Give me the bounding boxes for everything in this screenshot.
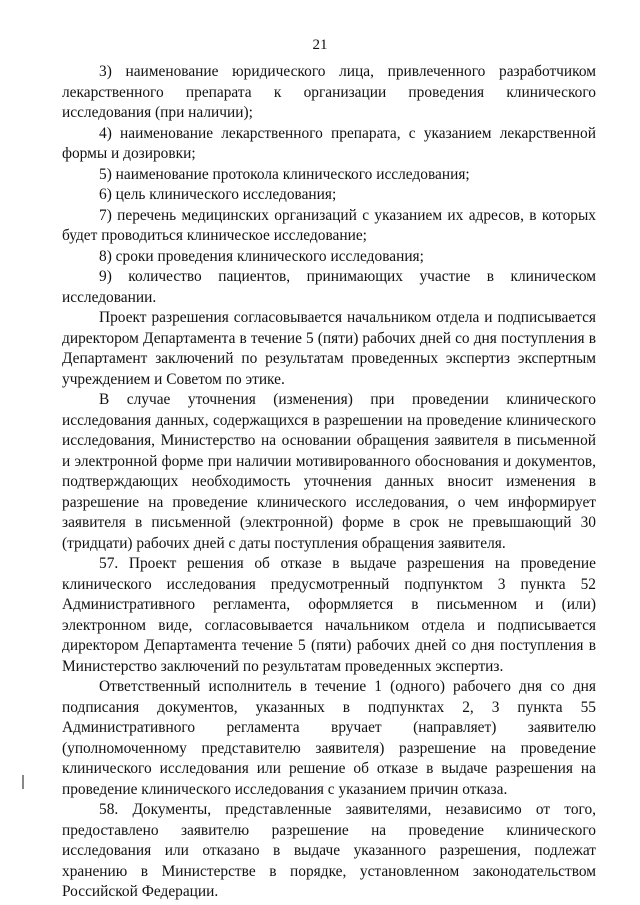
paragraph-item-7: 7) перечень медицинских организаций с указанием их адресов, в которых будет проводиться клиническое исследование; <box>62 206 596 244</box>
paragraph-item-6: 6) цель клинического исследования; <box>99 186 337 203</box>
paragraph-executor-delivery: Ответственный исполнитель в течение 1 (одного) рабочего дня со дня подписания документов, указанных в подпунктах 2, 3 пункта 55 Административного регламента вручает (направляет) заявителю (уполномоченному представителю заявителя) разрешение на проведение клинического исследования или решение об отказе в выдаче разрешения на проведение клинического исследования с указанием причин отказа. <box>62 678 596 798</box>
paragraph-clause-58: 58. Документы, представленные заявителями, независимо от того, предоставлено заявителю разрешение на проведение клинического исследования или отказано в выдаче указанного разрешения, подлежат хранению в Министерстве в порядке, установленном законодательством Российской Федерации. <box>62 801 596 900</box>
paragraph-item-5: 5) наименование протокола клинического исследования; <box>99 165 470 183</box>
paragraph-permit-changes: В случае уточнения (изменения) при проведении клинического исследования данных, содержащихся в разрешении на проведение клинического исследования, Министерство на основании обращения заявителя в письменной и электронной форме при наличии мотивированного обоснования и документов, подтверждающих необходимость уточнения данных вносит изменения в разрешение на проведение клинического исследования, о чем информирует заявителя в письменной (электронной) форме в срок не превышающий 30 (тридцати) рабочих дней с даты поступления обращения заявителя. <box>62 391 596 552</box>
page-number: 21 <box>312 37 328 53</box>
paragraph-item-8: 8) сроки проведения клинического исследования; <box>99 247 424 265</box>
document-body <box>62 62 596 903</box>
scan-margin-mark <box>22 775 24 789</box>
paragraph-item-4: 4) наименование лекарственного препарата, с указанием лекарственной формы и дозировки; <box>62 124 596 162</box>
paragraph-permit-approval: Проект разрешения согласовывается начальником отдела и подписывается директором Департамента в течение 5 (пяти) рабочих дней со дня поступления в Департамент заключений по результатам проведенных экспертиз экспертным учреждением и Советом по этике. <box>62 309 596 388</box>
paragraph-clause-57: 57. Проект решения об отказе в выдаче разрешения на проведение клинического исследования предусмотренный подпунктом 3 пункта 52 Административного регламента, оформляется в письменном и (или) электронном виде, согласовывается начальником отдела и подписывается директором Департамента течение 5 (пяти) рабочих дней со дня поступления в Министерство заключений по результатам проведенных экспертиз. <box>62 555 596 675</box>
paragraph-item-9: 9) количество пациентов, принимающих участие в клиническом исследовании. <box>62 268 596 306</box>
paragraph-item-3: 3) наименование юридического лица, привлеченного разработчиком лекарственного препарата к организации проведения клинического исследования (при наличии); <box>62 63 596 121</box>
